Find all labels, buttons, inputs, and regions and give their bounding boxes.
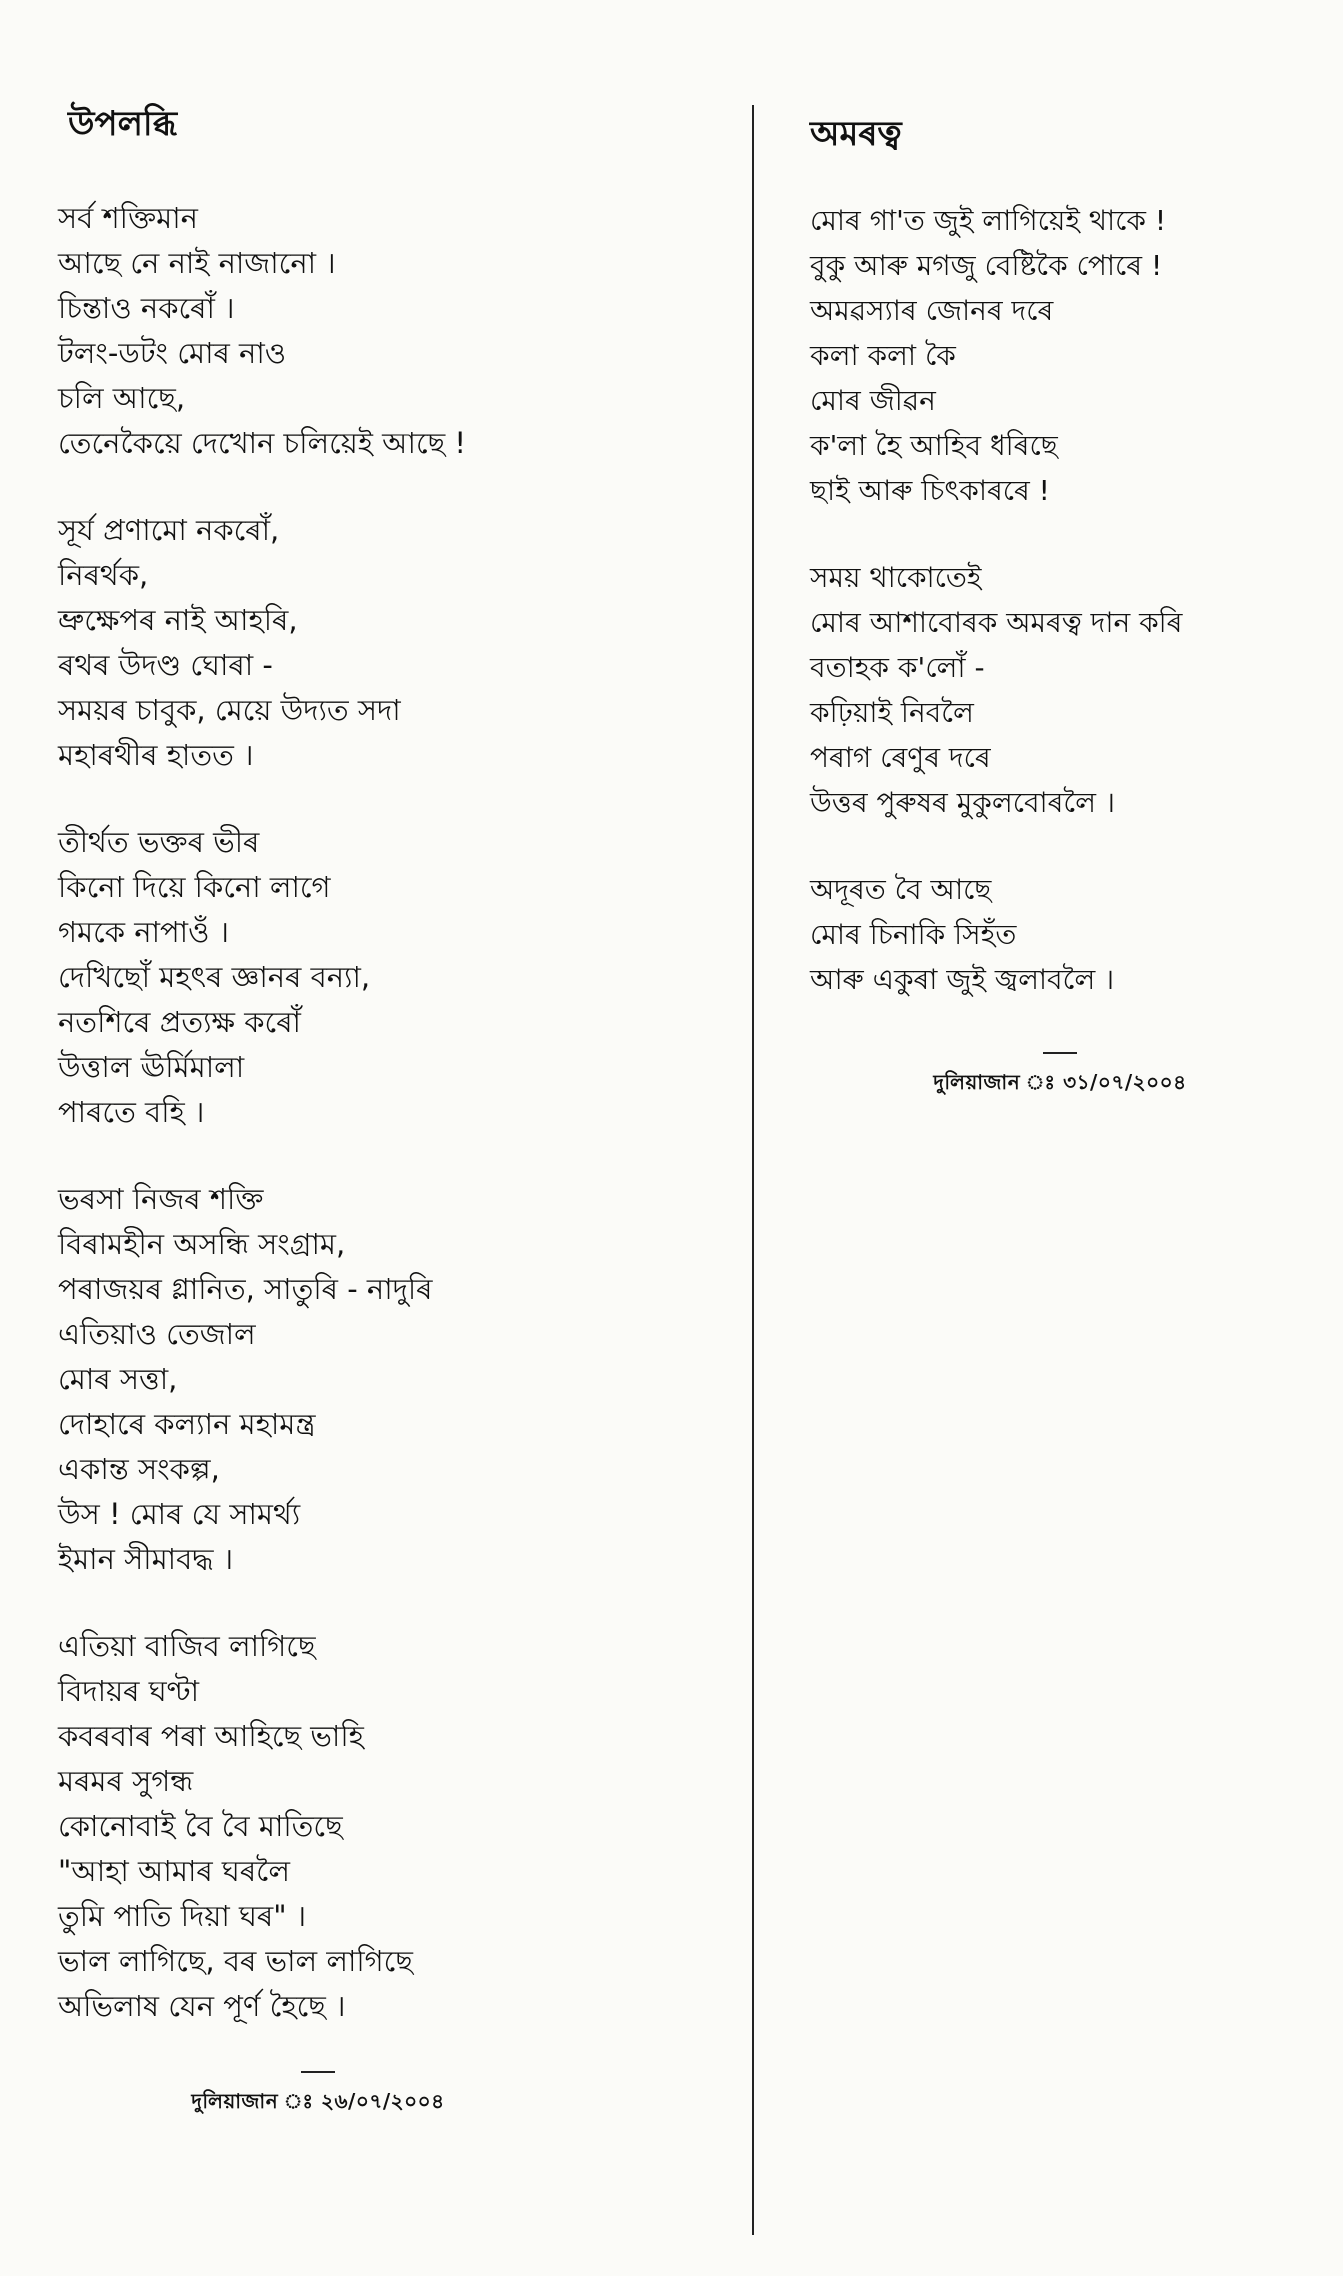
poem-line: গমকে নাপাওঁ । (58, 915, 230, 949)
poem-line: সময় থাকোতেই (810, 561, 982, 594)
poem-line: ভৰসা নিজৰ শক্তি (58, 1182, 264, 1216)
poem-line: আছে নে নাই নাজানো । (58, 246, 336, 280)
right-poem-title: অমৰত্ব (810, 114, 902, 154)
poem-line: পাৰতে বহি । (58, 1095, 205, 1129)
signature-rule (301, 2071, 335, 2073)
poem-line: "আহা আমাৰ ঘৰলৈ (58, 1854, 290, 1888)
right-stanza-1 (810, 198, 1330, 513)
poem-line: পৰাজয়ৰ গ্লানিত, সাতুৰি - নাদুৰি (58, 1272, 433, 1306)
left-stanza-3 (58, 820, 698, 1135)
poem-line: কলা কলা কৈ (810, 339, 956, 372)
column-divider (752, 105, 754, 2235)
left-poem-title: উপলব্ধি (68, 104, 178, 144)
poem-line: একান্ত সংকল্প, (58, 1452, 220, 1486)
poem-line: ভ্ৰুক্ষেপৰ নাই আহৰি, (58, 603, 298, 637)
poem-line: মহাৰথীৰ হাতত । (58, 738, 254, 772)
poem-line: আৰু একুৰা জুই জ্বলাবলৈ । (810, 963, 1115, 996)
signature-place-date: দুলিয়াজান ঃ ২৬/০৭/২০০৪ (191, 2089, 445, 2113)
poem-line: অদূৰত বৈ আছে (810, 873, 992, 906)
signature-rule (1043, 1052, 1077, 1054)
poem-line: তীৰ্থত ভক্তৰ ভীৰ (58, 825, 260, 859)
poem-line: কঢ়িয়াই নিবলৈ (810, 696, 974, 729)
poem-line: বতাহক ক'লোঁ - (810, 651, 985, 684)
poem-line: মৰমৰ সুগন্ধ (58, 1764, 194, 1798)
left-stanza-4 (58, 1177, 698, 1582)
poem-line: কোনোবাই বৈ বৈ মাতিছে (58, 1809, 343, 1843)
poem-line: পৰাগ ৰেণুৰ দৰে (810, 741, 991, 774)
poem-line: মোৰ জীৱন (810, 384, 936, 417)
poem-line: তেনেকৈয়ে দেখোন চলিয়েই আছে ! (58, 426, 467, 460)
poem-line: মোৰ গা'ত জুই লাগিয়েই থাকে ! (810, 204, 1167, 237)
poem-line: উত্তৰ পুৰুষৰ মুকুলবোৰলৈ । (810, 786, 1115, 819)
right-stanza-2 (810, 555, 1330, 825)
poem-line: দোহাৰে কল্যান মহামন্ত্ৰ (58, 1407, 316, 1441)
left-stanza-1 (58, 196, 698, 466)
poem-line: মোৰ চিনাকি সিহঁত (810, 918, 1017, 951)
poem-line: ৰথৰ উদণ্ড ঘোৰা - (58, 648, 273, 682)
right-stanza-3 (810, 867, 1330, 1002)
poem-line: সূৰ্য প্ৰণামো নকৰোঁ, (58, 513, 280, 547)
left-poem (58, 100, 698, 2120)
poem-line: ভাল লাগিছে, বৰ ভাল লাগিছে (58, 1944, 413, 1978)
right-poem-signature (810, 1052, 1310, 1101)
left-poem-signature (58, 2071, 578, 2120)
poem-line: অভিলাষ যেন পূৰ্ণ হৈছে । (58, 1989, 346, 2023)
left-stanza-5 (58, 1624, 698, 2029)
poem-line: ছাই আৰু চিৎকাৰৰে ! (810, 474, 1050, 507)
poem-line: নতশিৰে প্ৰত্যক্ষ কৰোঁ (58, 1005, 301, 1039)
poem-line: নিৰৰ্থক, (58, 558, 149, 592)
poem-line: ইমান সীমাবদ্ধ । (58, 1542, 234, 1576)
poem-line: অমৱস্যাৰ জোনৰ দৰে (810, 294, 1054, 327)
poem-line: উত্তাল ঊৰ্মিমালা (58, 1050, 245, 1084)
right-poem (810, 110, 1330, 1101)
poem-line: চিন্তাও নকৰোঁ । (58, 291, 235, 325)
poem-line: দেখিছোঁ মহৎৰ জ্ঞানৰ বন্যা, (58, 960, 371, 994)
poem-line: কিনো দিয়ে কিনো লাগে (58, 870, 331, 904)
poem-line: কবৰবাৰ পৰা আহিছে ভাহি (58, 1719, 364, 1753)
poem-line: টলং-ডটং মোৰ নাও (58, 336, 287, 370)
poem-line: বিদায়ৰ ঘণ্টা (58, 1674, 200, 1708)
poem-line: চলি আছে, (58, 381, 186, 415)
poem-line: সময়ৰ চাবুক, মেয়ে উদ্যত সদা (58, 693, 401, 727)
poem-line: বুকু আৰু মগজু বেষ্টিকৈ পোৰে ! (810, 249, 1163, 282)
poem-line: মোৰ আশাবোৰক অমৰত্ব দান কৰি (810, 606, 1183, 639)
left-stanza-2 (58, 508, 698, 778)
poem-line: উস ! মোৰ যে সামৰ্থ্য (58, 1497, 301, 1531)
poem-line: মোৰ সত্তা, (58, 1362, 178, 1396)
poem-line: এতিয়াও তেজাল (58, 1317, 256, 1351)
poem-line: বিৰামহীন অসন্ধি সংগ্ৰাম, (58, 1227, 346, 1261)
signature-place-date: দুলিয়াজান ঃ ৩১/০৭/২০০৪ (933, 1070, 1187, 1094)
poem-line: তুমি পাতি দিয়া ঘৰ" । (58, 1899, 307, 1933)
poem-line: সৰ্ব শক্তিমান (58, 201, 198, 235)
poem-line: এতিয়া বাজিব লাগিছে (58, 1629, 316, 1663)
poem-line: ক'লা হৈ আহিব ধৰিছে (810, 429, 1058, 462)
